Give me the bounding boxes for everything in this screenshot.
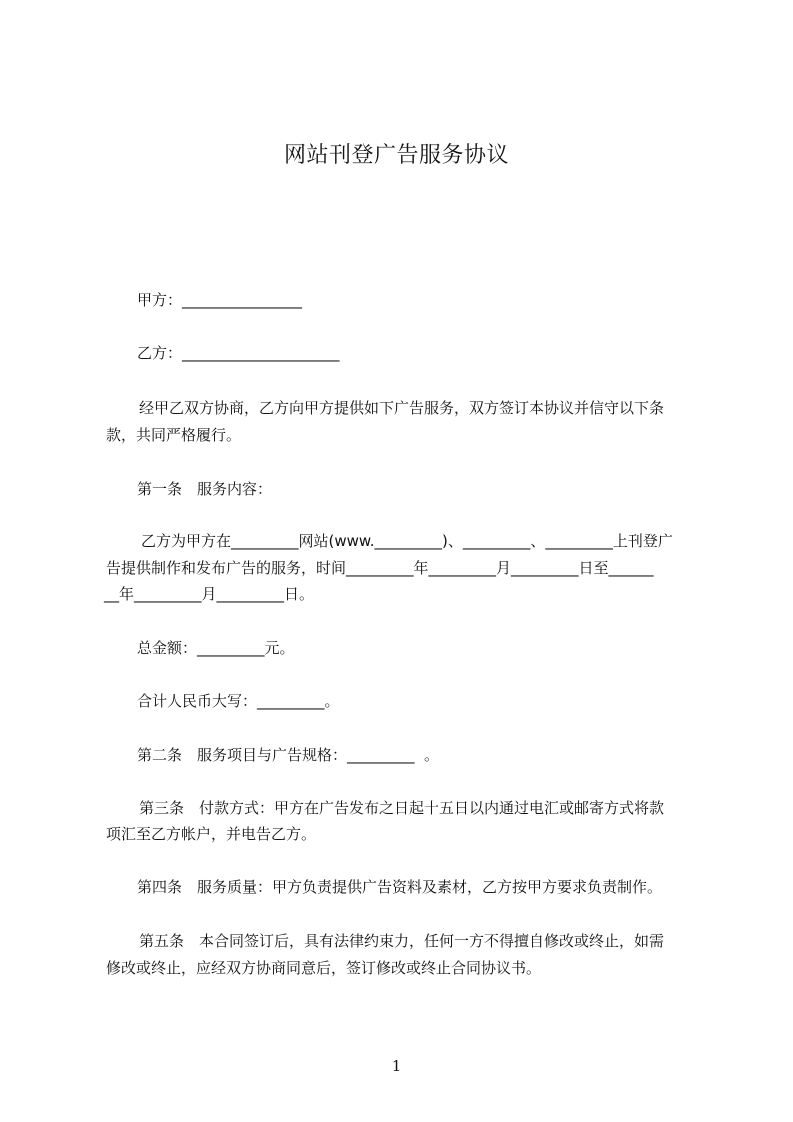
intro-line-1: 经甲乙双方协商，乙方向甲方提供如下广告服务，双方签订本协议并信守以下条 — [139, 399, 665, 417]
article-1-line-1: 乙方为甲方在_________网站(www._________)、_________、_________上刊登广 — [141, 532, 673, 550]
article-2-line: 第二条 服务项目与广告规格：_________ 。 — [137, 746, 440, 764]
article-1-line-3: __年_________月_________日。 — [104, 585, 315, 603]
article-4-line: 第四条 服务质量：甲方负责提供广告资料及素材，乙方按甲方要求负责制作。 — [137, 878, 663, 896]
article-3-line-1: 第三条 付款方式：甲方在广告发布之日起十五日以内通过电汇或邮寄方式将款 — [139, 799, 665, 817]
article-3-line-2: 项汇至乙方帐户，并电告乙方。 — [106, 825, 317, 843]
total-rmb-line: 合计人民币大写：_________。 — [137, 692, 340, 710]
intro-line-2: 款，共同严格履行。 — [106, 426, 242, 444]
page-number: 1 — [391, 1057, 402, 1075]
party-b-line: 乙方：_____________________ — [137, 344, 340, 362]
article-5-line-1: 第五条 本合同签订后，具有法律约束力，任何一方不得擅自修改或终止，如需 — [139, 932, 665, 950]
document-title: 网站刊登广告服务协议 — [283, 143, 509, 168]
article-5-line-2: 修改或终止，应经双方协商同意后，签订修改或终止合同协议书。 — [106, 959, 542, 977]
total-amount-line: 总金额：_________元。 — [137, 639, 295, 657]
party-a-line: 甲方：________________ — [137, 291, 303, 309]
article-1-heading: 第一条 服务内容： — [137, 480, 273, 498]
article-1-line-2: 告提供制作和发布广告的服务，时间_________年_________月_________日至______ — [106, 559, 654, 577]
